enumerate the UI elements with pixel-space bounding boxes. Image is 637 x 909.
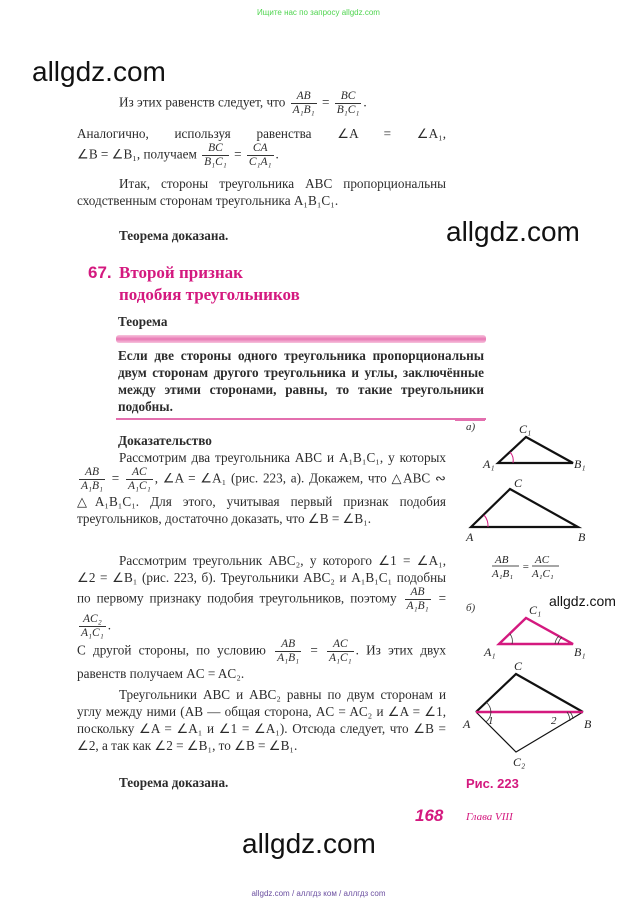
section-number: 67. bbox=[88, 263, 112, 282]
bottom-banner: allgdz.com / аллгдз ком / аллгдз com bbox=[251, 889, 386, 898]
proof-paragraph-1: Рассмотрим два треугольника ABC и A₁B₁C₁, у которых $\frac{AB}{\text{A₁B₁}}$ = $\frac{AC}{\text{A₁C₁}}$ , ∠A = ∠A₁ (рис. 223, а). Докажем, что △ABC ∾ △A₁B₁C₁. Для этого, учитывая первый признак подобия треугольников, достаточно доказать, что ∠B = ∠B₁. bbox=[77, 450, 446, 526]
fraction bbox=[202, 142, 229, 169]
fraction-denominator: B₁C₁ bbox=[336, 104, 360, 116]
svg-text:B₁: B₁ bbox=[574, 457, 586, 471]
svg-text:B: B bbox=[578, 530, 586, 544]
fraction bbox=[291, 90, 317, 117]
fraction bbox=[405, 586, 431, 613]
figure-223a bbox=[455, 415, 615, 590]
fraction-numerator: AC bbox=[126, 466, 153, 480]
theorem-label: Теорема bbox=[118, 314, 168, 329]
fraction-denominator: A₁B₁ bbox=[406, 600, 429, 612]
fraction-numerator: AB bbox=[79, 466, 105, 480]
fraction-numerator: AC bbox=[327, 638, 354, 652]
fraction-numerator: AB bbox=[291, 90, 317, 104]
fraction-numerator: CA bbox=[247, 142, 274, 156]
fraction-numerator: BC bbox=[202, 142, 229, 156]
top-banner: Ищите нас по запросу allgdz.com bbox=[257, 8, 380, 17]
fraction bbox=[275, 638, 301, 665]
intro-text: Аналогично, используя равенства ∠A = ∠A₁, bbox=[77, 126, 446, 141]
fraction bbox=[327, 638, 354, 665]
proof-text: Рассмотрим треугольник ABC₂, у которого ∠1 = ∠A₁, ∠2 = ∠B₁ (рис. 223, б). Треугольники ABC₂ и A₁B₁C₁ подобны по первому признаку подобия треугольников, поэтому bbox=[77, 553, 446, 606]
proof-text: Рассмотрим два треугольника ABC и A₁B₁C₁, у которых bbox=[119, 450, 446, 465]
svg-text:A: A bbox=[466, 530, 474, 544]
fraction-denominator: A₁B₁ bbox=[292, 104, 315, 116]
svg-text:AC: AC bbox=[535, 554, 550, 566]
page-number: 168 bbox=[415, 806, 444, 825]
proof-paragraph-4: Треугольники ABC и ABC₂ равны по двум сторонам и углу между ними (AB — общая сторона, AC = AC₂ и ∠A = ∠1, поскольку ∠A = ∠A₁ и ∠1 = ∠A₁). Отсюда следует, что ∠B = ∠2, а так как ∠2 = ∠B₁, то ∠B = ∠B₁. bbox=[77, 687, 446, 753]
fraction-numerator: AB bbox=[275, 638, 301, 652]
theorem-proved-1: Теорема доказана. bbox=[119, 228, 229, 243]
intro-text: ∠B = ∠B₁, получаем bbox=[77, 146, 197, 162]
fraction-numerator: BC bbox=[335, 90, 362, 104]
proof-text: . Из этих двух равенств получаем AC = AC₂. bbox=[77, 642, 447, 681]
svg-text:AB: AB bbox=[495, 554, 509, 566]
svg-text:C₁: C₁ bbox=[529, 603, 542, 617]
figure-223b bbox=[455, 590, 615, 770]
proof-label: Доказательство bbox=[118, 433, 212, 448]
fraction bbox=[79, 613, 106, 640]
proof-text: С другой стороны, по условию bbox=[77, 642, 266, 658]
watermark-bottom: allgdz.com bbox=[242, 828, 376, 859]
svg-text:B₁: B₁ bbox=[574, 645, 586, 659]
watermark-top-left: allgdz.com bbox=[32, 56, 166, 87]
fraction bbox=[247, 142, 274, 169]
section-title bbox=[88, 262, 300, 306]
fraction-numerator: AC₂ bbox=[79, 613, 106, 627]
section-title-line1: Второй признак bbox=[119, 263, 243, 282]
fraction bbox=[126, 466, 153, 493]
svg-text:A₁: A₁ bbox=[483, 457, 495, 471]
section-title-line2: подобия треугольников bbox=[119, 285, 300, 304]
proof-text: , ∠A = ∠A₁ (рис. 223, а). Докажем, что △ABC ∾ △A₁B₁C₁. Для этого, учитывая первый признак подобия треугольников, достаточно доказать, что ∠B = ∠B₁. bbox=[77, 470, 446, 526]
svg-text:A₁B₁: A₁B₁ bbox=[492, 568, 514, 580]
svg-text:A₁C₁: A₁C₁ bbox=[532, 568, 554, 580]
fraction-denominator: A₁C₁ bbox=[128, 480, 151, 492]
proof-paragraph-3: С другой стороны, по условию $\frac{AB}{\text{A₁B₁}}$ = $\frac{AC}{\text{A₁C₁}}$ . Из этих двух равенств получаем AC = AC₂. bbox=[77, 638, 447, 681]
chapter-label: Глава VIII bbox=[466, 811, 513, 823]
watermark-figure: allgdz.com bbox=[549, 593, 616, 609]
svg-text:C: C bbox=[514, 476, 523, 490]
fraction-denominator: C₁A₁ bbox=[248, 156, 272, 168]
fraction-denominator: A₁B₁ bbox=[277, 652, 300, 664]
fraction-numerator: AB bbox=[405, 586, 431, 600]
svg-text:C: C bbox=[514, 659, 523, 673]
figure-part-a-label: а) bbox=[466, 421, 476, 433]
intro-paragraph-2: Аналогично, используя равенства ∠A = ∠A₁, ∠B = ∠B₁, получаем $\frac{BC}{\text{B₁C₁}}$ = $\frac{CA}{\text{C₁A₁}}$ . bbox=[77, 126, 446, 168]
theorem-proved-2: Теорема доказана. bbox=[119, 775, 229, 790]
svg-text:B: B bbox=[584, 717, 592, 731]
intro-text: Из этих равенств следует, что bbox=[119, 94, 286, 110]
theorem-statement: Если две стороны одного треугольника пропорциональны двум сторонам другого треугольника и углы, заключённые между этими сторонами, равны, то такие треугольники подобны. bbox=[118, 348, 484, 414]
figure-caption: Рис. 223 bbox=[466, 776, 519, 791]
theorem-top-bar bbox=[116, 335, 486, 343]
theorem-bottom-line bbox=[116, 418, 486, 420]
fraction-denominator: A₁C₁ bbox=[81, 627, 104, 639]
svg-text:1: 1 bbox=[488, 715, 494, 727]
proof-paragraph-2: Рассмотрим треугольник ABC₂, у которого ∠1 = ∠A₁, ∠2 = ∠B₁ (рис. 223, б). Треугольники ABC₂ и A₁B₁C₁ подобны по первому признаку подобия треугольников, поэтому $\frac{AB}{\text{A₁B₁}}$ = $\frac{\text{AC₂}}{\text{A₁C₁}}$ . bbox=[77, 553, 447, 639]
fraction-denominator: A₁C₁ bbox=[328, 652, 352, 664]
svg-text:C₁: C₁ bbox=[519, 422, 532, 436]
fraction bbox=[79, 466, 105, 493]
svg-text:C₂: C₂ bbox=[513, 755, 526, 769]
watermark-right: allgdz.com bbox=[446, 216, 580, 247]
svg-text:A₁: A₁ bbox=[484, 645, 496, 659]
intro-paragraph-1: Из этих равенств следует, что $\frac{AB}{\text{A₁B₁}}$ = $\frac{BC}{\text{B₁C₁}}$ . bbox=[119, 90, 367, 116]
figure-part-b-label: б) bbox=[466, 602, 476, 614]
svg-text:2: 2 bbox=[551, 715, 557, 727]
svg-text:=: = bbox=[522, 561, 530, 573]
fraction-denominator: A₁B₁ bbox=[81, 480, 104, 492]
fraction-denominator: B₁C₁ bbox=[204, 156, 227, 168]
svg-text:A: A bbox=[463, 717, 471, 731]
fraction bbox=[335, 90, 362, 117]
intro-paragraph-3: Итак, стороны треугольника ABC пропорциональны сходственным сторонам треугольника A₁B₁C₁. bbox=[77, 176, 446, 208]
